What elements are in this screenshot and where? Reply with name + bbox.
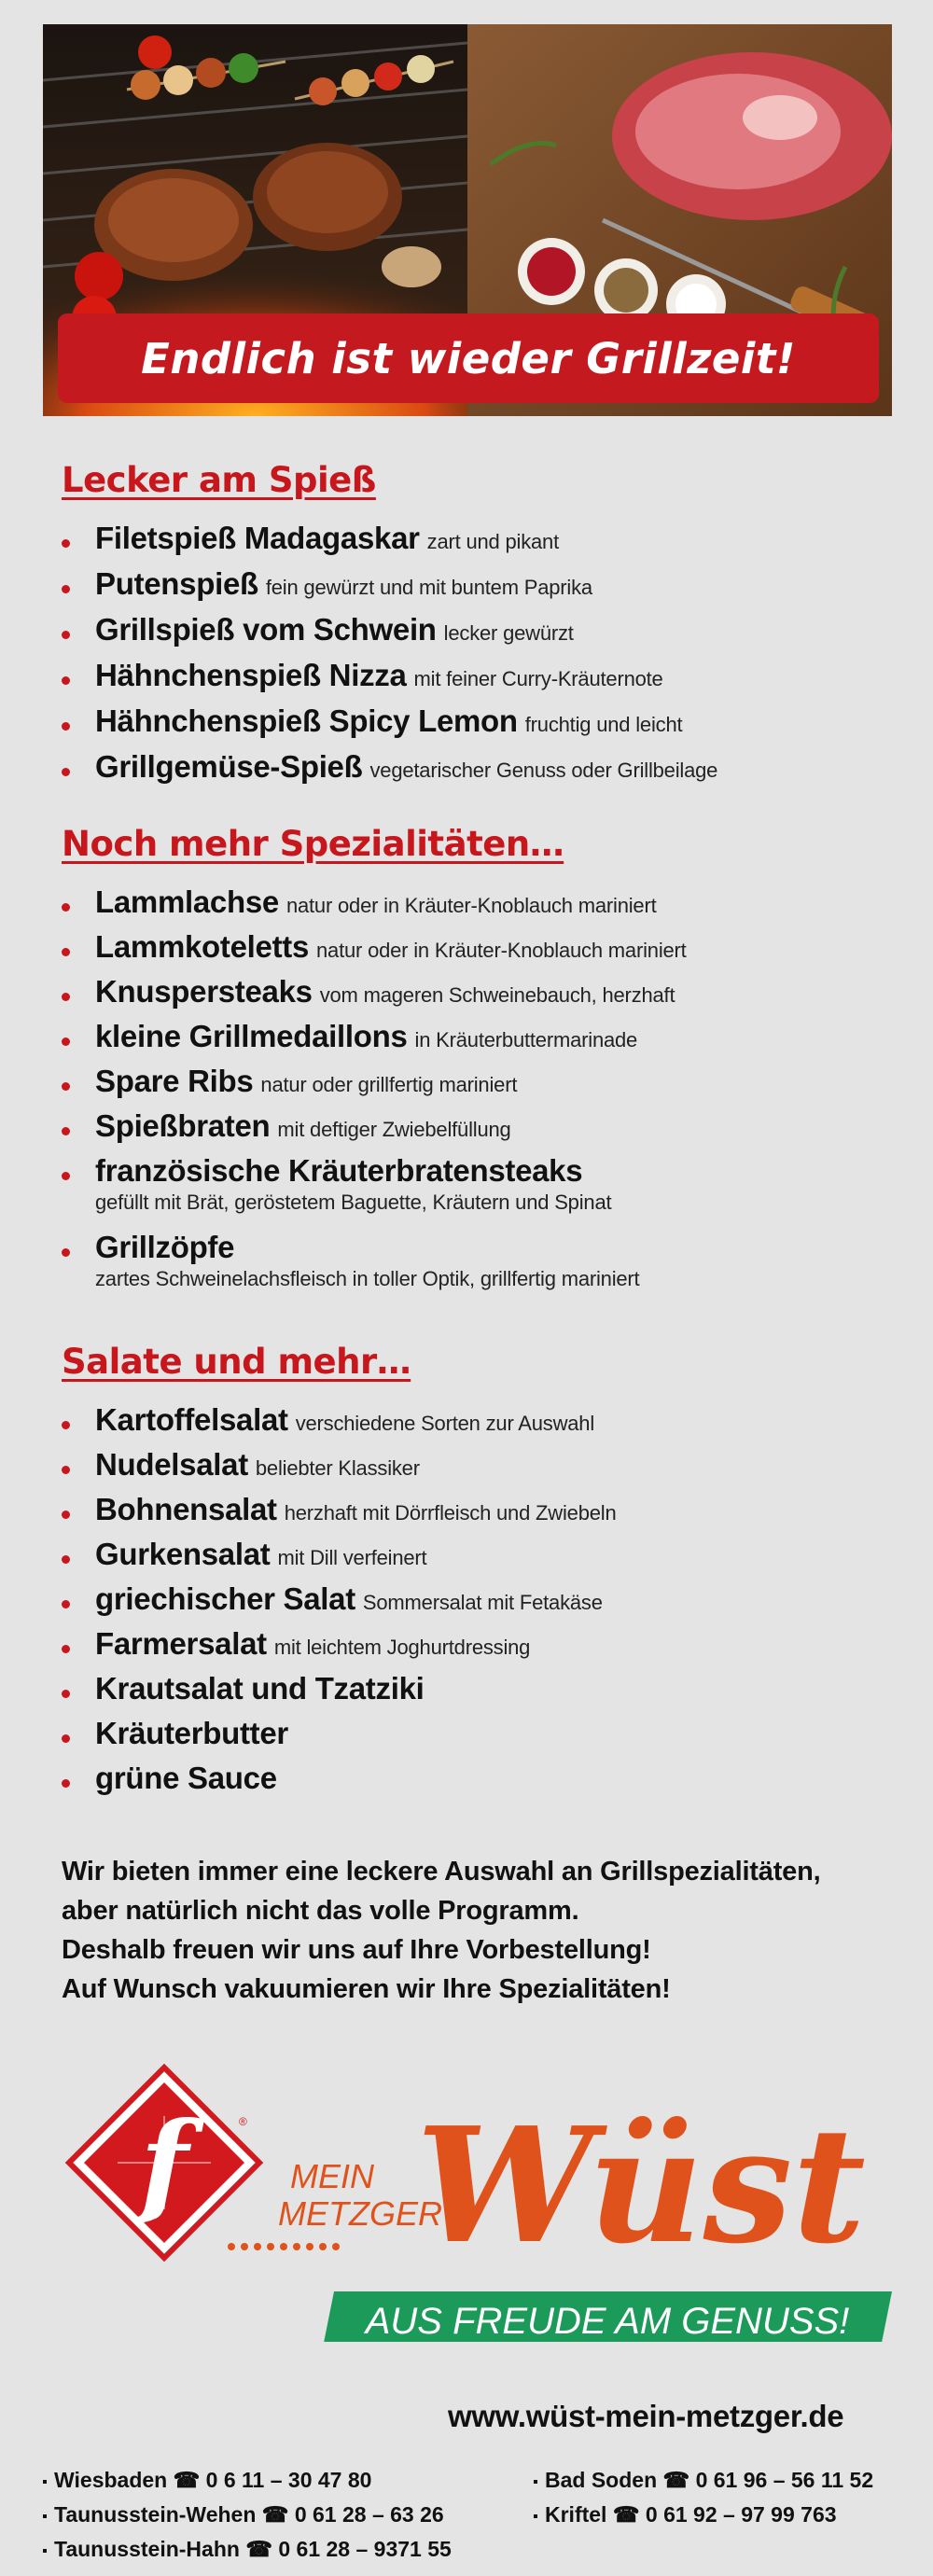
- phone-icon: ☎: [245, 2537, 272, 2561]
- promo-text: [62, 1852, 901, 2009]
- promo-line: Auf Wunsch vakuumieren wir Ihre Spezialitäten!: [62, 1974, 671, 2004]
- item-name: Lammlachse: [95, 884, 279, 919]
- list-item: [62, 612, 901, 658]
- item-desc: gefüllt mit Brät, geröstetem Baguette, Kräutern und Spinat: [95, 1191, 612, 1214]
- item-name: Kräuterbutter: [95, 1716, 288, 1750]
- banner-title: Endlich ist wieder Grillzeit!: [141, 333, 796, 383]
- item-desc: zart und pikant: [426, 530, 559, 553]
- item-name: Grillspieß vom Schwein: [95, 612, 437, 647]
- fleischer-badge-icon: [69, 2068, 259, 2258]
- item-desc: herzhaft mit Dörrfleisch und Zwiebeln: [284, 1501, 617, 1525]
- section-salads: [62, 1342, 901, 1805]
- item-name: grüne Sauce: [95, 1761, 277, 1795]
- brand-logo: [62, 2062, 892, 2342]
- item-desc: mit leichtem Joghurtdressing: [273, 1636, 531, 1659]
- item-name: kleine Grillmedaillons: [95, 1019, 408, 1053]
- item-desc: fein gewürzt und mit buntem Paprika: [265, 576, 592, 599]
- website-link[interactable]: www.wüst-mein-metzger.de: [448, 2399, 844, 2433]
- item-name: griechischer Salat: [95, 1581, 355, 1616]
- list-item: [62, 929, 901, 974]
- section-heading: Lecker am Spieß: [62, 460, 376, 500]
- contact-location: Bad Soden: [545, 2468, 658, 2492]
- contact-row: [43, 2498, 452, 2532]
- contact-row: [43, 2532, 452, 2567]
- list-item: [62, 1716, 901, 1761]
- list-item: [62, 521, 901, 566]
- list-item: [62, 1537, 901, 1581]
- item-desc: fruchtig und leicht: [524, 713, 683, 736]
- item-list: [62, 521, 901, 795]
- list-item: [62, 1626, 901, 1671]
- item-name: französische Kräuterbratensteaks: [95, 1153, 583, 1188]
- contact-row: [534, 2463, 873, 2498]
- item-list: [62, 1402, 901, 1805]
- contact-phone[interactable]: 0 61 96 – 56 11 52: [695, 2468, 874, 2492]
- contacts-right: [534, 2463, 873, 2532]
- item-name: Farmersalat: [95, 1626, 267, 1661]
- section-specialties: [62, 824, 901, 1306]
- list-item: [62, 1019, 901, 1064]
- phone-icon: ☎: [173, 2468, 201, 2492]
- promo-line: Wir bieten immer eine leckere Auswahl an Grillspezialitäten,: [62, 1857, 821, 1887]
- item-name: Bohnensalat: [95, 1492, 277, 1526]
- badge-letter: f: [140, 2097, 188, 2229]
- item-desc: beliebter Klassiker: [255, 1456, 420, 1480]
- item-name: Kartoffelsalat: [95, 1402, 288, 1437]
- item-desc: natur oder in Kräuter-Knoblauch mariniert: [316, 939, 687, 962]
- list-item: [62, 1108, 901, 1153]
- logo-graphic: [62, 2062, 892, 2342]
- svg-text:®: ®: [239, 2115, 247, 2128]
- item-name: Spare Ribs: [95, 1064, 254, 1098]
- item-desc: verschiedene Sorten zur Auswahl: [295, 1412, 595, 1435]
- item-name: Nudelsalat: [95, 1447, 248, 1482]
- list-item: [62, 658, 901, 703]
- contact-row: [534, 2498, 873, 2532]
- list-item: [62, 1153, 901, 1230]
- section-heading: Noch mehr Spezialitäten…: [62, 824, 564, 864]
- item-desc: mit Dill verfeinert: [277, 1546, 427, 1569]
- list-item: [62, 1492, 901, 1537]
- contact-phone[interactable]: 0 61 92 – 97 99 763: [645, 2502, 837, 2527]
- contact-location: Taunusstein-Wehen: [54, 2502, 257, 2527]
- item-name: Filetspieß Madagaskar: [95, 521, 420, 555]
- list-item: [62, 1447, 901, 1492]
- list-item: [62, 1230, 901, 1306]
- item-name: Knuspersteaks: [95, 974, 313, 1009]
- contact-phone[interactable]: 0 61 28 – 63 26: [294, 2502, 444, 2527]
- item-desc: in Kräuterbuttermarinade: [414, 1028, 638, 1051]
- item-name: Grillzöpfe: [95, 1230, 235, 1264]
- list-item: [62, 1402, 901, 1447]
- list-item: [62, 1581, 901, 1626]
- item-list: [62, 884, 901, 1306]
- item-name: Krautsalat und Tzatziki: [95, 1671, 425, 1706]
- title-banner: [58, 313, 879, 403]
- contact-location: Wiesbaden: [54, 2468, 168, 2492]
- item-desc: mit feiner Curry-Kräuternote: [413, 667, 663, 690]
- section-heading: Salate und mehr…: [62, 1342, 411, 1382]
- item-name: Grillgemüse-Spieß: [95, 749, 363, 784]
- item-desc: natur oder in Kräuter-Knoblauch mariniert: [285, 894, 657, 917]
- list-item: [62, 703, 901, 749]
- contacts-left: [43, 2463, 452, 2567]
- item-desc: vom mageren Schweinebauch, herzhaft: [319, 983, 675, 1007]
- contact-location: Taunusstein-Hahn: [54, 2537, 240, 2561]
- phone-icon: ☎: [612, 2502, 640, 2527]
- section-skewers: [62, 460, 901, 795]
- contact-phone[interactable]: 0 61 28 – 9371 55: [278, 2537, 452, 2561]
- list-item: [62, 1671, 901, 1716]
- item-name: Putenspieß: [95, 566, 258, 601]
- contact-row: [43, 2463, 452, 2498]
- list-item: [62, 1761, 901, 1805]
- logo-slogan: AUS FREUDE AM GENUSS!: [365, 2301, 850, 2342]
- list-item: [62, 1064, 901, 1108]
- list-item: [62, 749, 901, 795]
- item-name: Gurkensalat: [95, 1537, 271, 1571]
- logo-metzger: METZGER: [278, 2194, 442, 2233]
- contact-location: Kriftel: [545, 2502, 607, 2527]
- promo-line: aber natürlich nicht das volle Programm.: [62, 1896, 579, 1926]
- list-item: [62, 884, 901, 929]
- phone-icon: ☎: [662, 2468, 690, 2492]
- item-desc: vegetarischer Genuss oder Grillbeilage: [369, 759, 718, 782]
- item-name: Hähnchenspieß Nizza: [95, 658, 407, 692]
- promo-line: Deshalb freuen wir uns auf Ihre Vorbestellung!: [62, 1935, 651, 1965]
- item-desc: Sommersalat mit Fetakäse: [362, 1591, 603, 1614]
- item-desc: lecker gewürzt: [443, 621, 574, 645]
- logo-mein: MEIN: [290, 2157, 374, 2195]
- list-item: [62, 974, 901, 1019]
- phone-icon: ☎: [261, 2502, 289, 2527]
- item-name: Spießbraten: [95, 1108, 271, 1143]
- item-name: Lammkoteletts: [95, 929, 310, 964]
- list-item: [62, 566, 901, 612]
- contact-phone[interactable]: 0 6 11 – 30 47 80: [205, 2468, 372, 2492]
- item-desc: zartes Schweinelachsfleisch in toller Optik, grillfertig mariniert: [95, 1267, 640, 1290]
- item-name: Hähnchenspieß Spicy Lemon: [95, 703, 518, 738]
- item-desc: mit deftiger Zwiebelfüllung: [277, 1118, 511, 1141]
- item-desc: natur oder grillfertig mariniert: [260, 1073, 518, 1096]
- logo-brand: Wüst: [416, 2093, 866, 2279]
